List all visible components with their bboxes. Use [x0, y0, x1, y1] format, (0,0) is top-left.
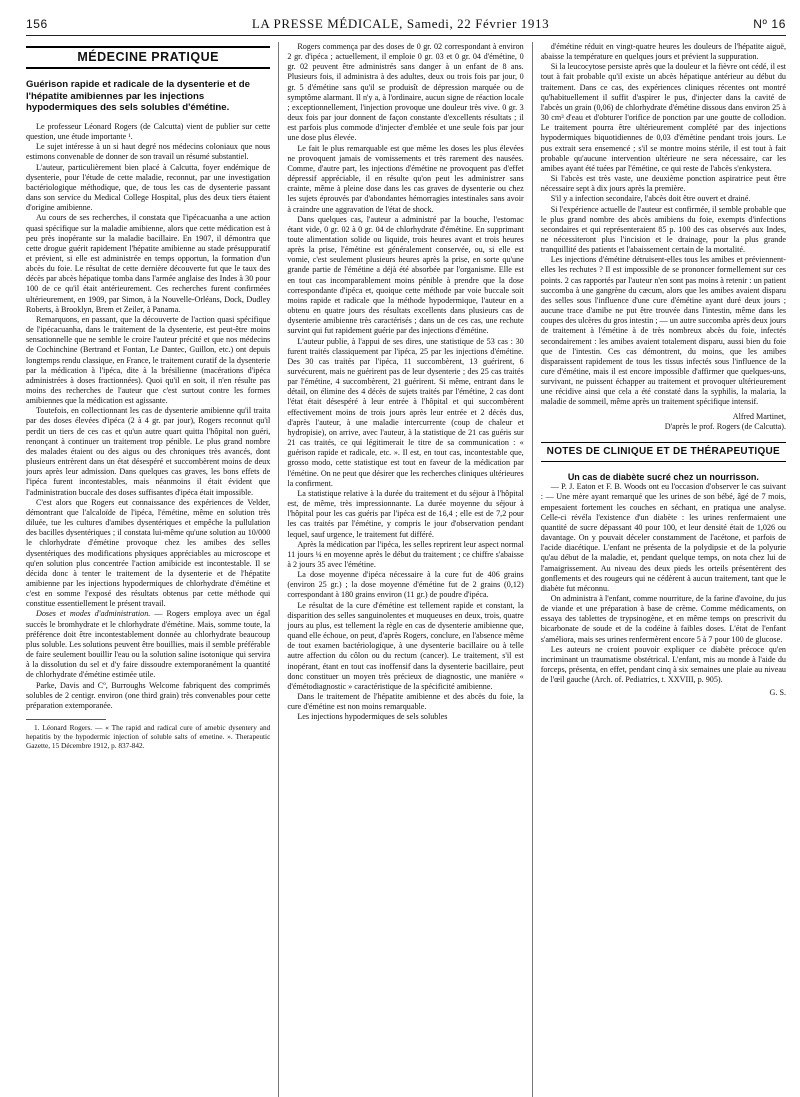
footnote-rule	[26, 719, 106, 720]
paragraph: Dans le traitement de l'hépatite amibienne et des abcès du foie, la cure d'émétine est non moins remarquable.	[287, 692, 524, 712]
footnote	[26, 723, 270, 750]
paragraph: Dans quelques cas, l'auteur a administré par la bouche, l'estomac étant vide, 0 gr. 02 à 0 gr. 04 de chlorhydrate d'émétine. En supprimant toute alimentation solide ou liquide, trois heures avant et trois heures après la prise, l'émétine est généralement conservée, ou, si elle est vomie, c'est seulement plusieurs heures après la prise, en sorte qu'une grande partie de l'émétine a déjà été absorbée par l'organisme. Elle est en tout cas incomparablement moins pénible à prendre que la dose correspondante d'ipéca et, quoique cette méthode par voie buccale soit moins rapide et radicale que la méthode hypodermique, l'auteur en a obtenu en quatre jours des résultats excellents dans plusieurs cas de dysenterie amibienne très caractérisés ; dans un de ces cas, une rechute survint qui fut rapidement guérie par des injections d'émétine.	[287, 214, 524, 336]
page-number: 156	[26, 17, 48, 31]
columns	[26, 42, 786, 1097]
column-2	[279, 42, 532, 1097]
journal-title: LA PRESSE MÉDICALE, Samedi, 22 Février 1913	[251, 16, 550, 31]
column-3	[533, 42, 786, 1097]
paragraph: Si la leucocytose persiste après que la douleur et la fièvre ont cédé, il est tout à fait probable qu'il existe un abcès hépatique antérieur au début du traitement. Dans ce cas, des expériences cliniques récentes ont montré qu'habituellement il suffit d'aspirer le pus, d'injecter dans la cavité de l'abcès un grain (0,06) de chlorhydrate d'émétine dissous dans environ 25 à 30 cm³ d'eau et d'obturer l'orifice de ponction par une goutte de collodion. Le traitement pourra être ultérieurement complété par des injections hypodermiques biquotidiennes de 0,03 d'émétine pendant trois jours. Le pus extrait sera ensemencé ; s'il se montre moins stérile, il est tout à fait probable qu'aucune intervention ultérieure ne sera nécessaire, car les amibes ayant été tuées par l'émétine, ce qui reste de l'abcès s'enkystera.	[540, 62, 786, 173]
paragraph: Parke, Davis and Cº, Burroughs Welcome fabriquent des comprimés solubles de 2 centigr. environ (one third grain) très convenables pour cette préparation extemporanée.	[26, 680, 271, 710]
author-source: D'après le prof. Rogers (de Calcutta).	[664, 421, 786, 431]
paragraph: Après la médication par l'ipéca, les selles reprirent leur aspect normal 11 jours ¼ en moyenne après le début du traitement ; ce chiffre s'abaisse à 2 jours 35 avec l'émétine.	[287, 539, 524, 569]
footnote-text: 1. Léonard Rogers. — « The rapid and radical cure of amebic dysentery and hepatitis by the hypodermic injection of soluble salts of emetine. ». Therapeutic Gazette, 15 Décembre 1912, p. 837-842.	[26, 723, 271, 750]
case-signature: G. S.	[769, 688, 786, 698]
doses-text: — Rogers employa avec un égal succès le bromhydrate et le chlorhydrate d'émétine. Mais, somme toute, la préférence doit être incontestablement donnée au chlorhydrate beaucoup plus soluble. Les solutions peuvent être bouillies, mais il semble préférable de faire seulement bouillir l'eau ou la solution saline isotonique qui servira à la dissolution du sel et d'y faire dissoudre extemporanément la quantité de chlorhydrate d'émétine estimée utile.	[26, 609, 271, 680]
paragraph: Le résultat de la cure d'émétine est tellement rapide et constant, la disparition des selles sanguinolentes et muqueuses en deux, trois, quatre jours au plus, est tellement la règle en cas de dysenterie amibienne que, quand elle échoue, on peut, d'après Rogers, conclure, en l'absence même de tout examen bactériologique, à une dysenterie bacillaire ou à telle autre affection du côlon ou du rectum (cancer). Le traitement, s'il est inopérant, étant en tout cas inoffensif dans la dysenterie bacillaire, peut donc constituer un moyen très précieux de diagnostic, une manière « d'émétodiagnostic » caractéristique de la spécificité amibienne.	[287, 600, 524, 691]
paragraph: On administra à l'enfant, comme nourriture, de la farine d'avoine, du jus de viande et une préparation à base de crème. Comme médicaments, on essaya des tablettes de trypsinogène, et en même temps on prescrivit du bicarbonate de soude et de la codéine à faibles doses. L'état de l'enfant s'améliora, mais ses urines renfermèrent encore 5 à 7 pour 100 de glucose.	[540, 593, 786, 644]
paragraph: La dose moyenne d'ipéca nécessaire à la cure fut de 406 grains (environ 25 gr.) ; la dose moyenne d'émétine fut de 2 grains (0,12) correspondant à 180 grains environ (11 gr.) de poudre d'ipéca.	[287, 570, 524, 600]
column-1	[26, 42, 279, 1097]
paragraph: Les auteurs ne croient pouvoir expliquer ce diabète précoce qu'en incriminant un traumatisme obstétrical. L'enfant, mis au monde à l'aide du forceps, présenta, en effet, pendant cinq à six semaines une plaie au niveau de l'œil gauche (Arch. of. Pediatrics, t. XXVIII, p. 905).	[540, 644, 786, 685]
paragraph: d'émétine réduit en vingt-quatre heures les douleurs de l'hépatite aiguë, abaisse la température en quelques jours et prévient la suppuration.	[540, 42, 786, 62]
author-name: Alfred Martinet,	[732, 411, 786, 421]
paragraph: Si l'expérience actuelle de l'auteur est confirmée, il semble probable que le plus grand nombre des abcès amibiens du foie, exempts d'infections secondaires et qui représenteraient 85 p. 100 des cas observés aux Indes, ne nécessiteront plus l'incision et le drainage, pour la plus grande tranquillité des patients et l'abaissement certain de la mortalité.	[540, 204, 786, 255]
paragraph: Le fait le plus remarquable est que même les doses les plus élevées ne provoquent jamais de vomissements et très rarement des nausées. Comme, d'autre part, les injections d'émétine ne provoquent pas d'effet dépressif appréciable, il en résulte qu'on peut les administrer sans crainte, même à pleine dose dans les cas graves de dysenterie ou chez les sujets éprouvés par d'abondantes hémorragies intestinales sans avoir à craindre une aggravation de l'état de shock.	[287, 143, 524, 214]
paragraph: C'est alors que Rogers eut connaissance des expériences de Velder, démontrant que l'alcaloïde de l'ipéca, l'émétine, même en solution très diluée, tue les cultures d'amibes dysentériques et empêche la pullulation des bacilles dysentériques ; il constata lui-même qu'une solution au 10/000 le chlorhydrate d'émétine provoque chez les amibes des selles dysentériques des modifications physiques appréciables au microscope et qu'en solution plus concentrée l'action amibicide est incontestable. Il se décida donc à tenter le traitement de la dysenterie et de l'hépatite amibienne par les injections hypodermiques de chlorhydrate d'émétine et c'est en somme l'exposé des résultats obtenus par cette méthode qui constitue essentiellement le présent travail.	[26, 497, 271, 609]
running-header	[26, 16, 786, 32]
paragraph: La statistique relative à la durée du traitement et du séjour à l'hôpital est, de même, très impressionnante. La durée moyenne du séjour à l'hôpital pour les cas guéris par l'ipéca est de 16,4 ; elle est de 7,2 pour les cas traités par l'émétine, y compris le jour d'observation pendant lequel, sauf urgence, le traitement fut différé.	[287, 488, 524, 539]
paragraph: Les injections d'émétine détruisent-elles tous les amibes et préviennent-elles les rechutes ? Il est impossible de se prononcer formellement sur ces points. 2 cas rapportés par l'auteur n'en sont pas moins à retenir : un patient succomba à une gangrène du cæcum, alors que les amibes avaient disparu des selles sous l'influence d'une cure d'émétine ayant duré deux jours ; aucune trace d'amibe ne put être trouvée dans l'intestin, même dans les coupes des ulcères du gros intestin ; — un autre succomba après deux jours de traitement à l'émétine à de très nombreux abcès du foie, infectés secondairement : les amibes avaient totalement disparu, aussi bien du foie que de l'intestin. Ces cas démontrent, du moins, que les amibes disparaissent rapidement de tous les tissus infectés sous l'influence de la cure d'émétine, mais il est encore impossible d'affirmer que quelques-uns, survivant, ne puissent échapper au traitement et provoquer ultérieurement une récidive ainsi que cela a été constaté dans la syphilis, la malaria, la maladie de sommeil, même après un traitement spécifique intensif.	[540, 255, 786, 407]
paragraph: S'il y a infection secondaire, l'abcès doit être ouvert et drainé.	[550, 194, 751, 204]
article-signature	[541, 412, 786, 432]
paragraph: Rogers commença par des doses de 0 gr. 02 correspondant à environ 2 gr. d'ipéca ; actuellement, il emploie 0 gr. 03 et 0 gr. 04 d'émétine, 0 gr. 02 peuvent être administrés sans danger à un enfant de 8 ans. Plusieurs fois, il administra à des adultes, deux ou trois fois par jour, 0 gr. 5 d'émétine sans qu'il se produisît de dépression marquée ou de symptôme alarmant. Il n'y a, à l'ordinaire, aucun signe de réaction locale ; exceptionnellement, l'injection provoque une douleur très vive. 0 gr. 3 deux fois par jour donnent de façon constante d'excellents résultats ; il est parfois plus commode d'injecter d'emblée et une seule fois par jour une dose plus élevée.	[287, 42, 524, 143]
issue-number: Nº 16	[753, 17, 786, 31]
doses-paragraph	[26, 609, 270, 680]
paragraph: Toutefois, en collectionnant les cas de dysenterie amibienne qu'il traita par des doses élevées d'ipéca (2 à 4 gr. par jour), Rogers reconnut qu'il perdit un tiers de ces cas et qu'un autre quart quitta l'hôpital non guéri, renonçant à continuer un traitement trop pénible. Le plus grand nombre des malades étaient ou des aigus ou des chroniques très avancés, dont plusieurs entrèrent dans un état désespéré et succombèrent moins de deux jours après leur admission. Dans quelques cas graves, les bons effets de l'ipéca furent incontestables, mais néanmoins il était évident que l'administration buccale des doses suffisantes d'ipéca était impossible.	[26, 406, 271, 497]
header-rule	[26, 35, 786, 36]
paragraph: Remarquons, en passant, que la découverte de l'action quasi spécifique de l'ipécacuanha, dans le traitement de la dysenterie, est peut-être moins sensationnelle que ne semble le croire l'auteur précité et que nos médecins de Cochinchine (Bertrand et Fontan, Le Dantec, Guillon, etc.) ont depuis longtemps rendu classique, en France, le traitement curatif de la dysenterie par la médication à l'ipéca, dite à la brésilienne (macérations d'ipéca administrées à doses fractionnées). Quoi qu'il en soit, il n'en résulte pas moins des recherches de l'auteur que c'est surtout contre les formes amibiennes que la médication est agissante.	[26, 314, 271, 406]
notes-heading: NOTES DE CLINIQUE ET DE THÉRAPEUTIQUE	[541, 442, 786, 462]
paragraph: — P. J. Eaton et F. B. Woods ont eu l'occasion d'observer le cas suivant : — Une mère ayant remarqué que les urines de son bébé, âgé de 7 mois, empesaient fortement les couches en séchant, en pratiqua une analyse. Celle-ci révéla l'existence d'un diabète : les urines renfermaient une quantité de sucre dépassant 40 pour 100, et leur densité était de 1,026 ou davantage. On y pouvait déceler constamment de l'acétone, et parfois de l'acide diacétique. L'enfant ne présenta de la polydipsie et de la polyurie qu'au début de la maladie, et, pendant quelque temps, on nota chez lui de l'amaigrissement. Au niveau des deux pieds les orteils présentèrent des gonflements et des rougeurs qui ne cédèrent à aucun traitement, tant que le diabète fut méconnu.	[540, 482, 786, 593]
section-heading: MÉDECINE PRATIQUE	[26, 46, 270, 69]
subheading: Doses et modes d'administration.	[36, 609, 151, 619]
paragraph: Si l'abcès est très vaste, une deuxième ponction aspiratrice peut être nécessaire sept à dix jours après la première.	[540, 174, 786, 194]
paragraph: Le sujet intéresse à un si haut degré nos médecins coloniaux que nous estimons convenable de donner de son travail un résumé substantiel.	[26, 142, 271, 162]
case-title: Un cas de diabète sucré chez un nourrisson.	[567, 472, 759, 483]
paragraph: Au cours de ses recherches, il constata que l'ipécacuanha a une action quasi spécifique sur la maladie amibienne, alors que cette médication est à peu près inopérante sur la maladie bacillaire. En 1907, il démontra que cette drogue guérit rapidement l'hépatite amibienne au stade présuppuratif et prévient, si elle est administrée en temps opportun, la formation d'un abcès du foie. Le résultat de cette dernière découverte fut que le taux des décès par abcès hépatique tomba dans l'armée anglaise des Indes à 30 pour 100 de ce qu'il était antérieurement. Ces recherches furent confirmées ultérieurement, en 1909, par Simon, à la Nouvelle-Orléans, Dock, Dudley Roberts, à Brooklyn, Brem et Zeiler, à Panama.	[26, 213, 271, 314]
paragraph: Les injections hypodermiques de sels solubles	[297, 712, 448, 722]
article-title: Guérison rapide et radicale de la dysenterie et de l'hépatite amibiennes par les injections hypodermiques des sels solubles d'émétine.	[26, 79, 250, 114]
paragraph: L'auteur publie, à l'appui de ses dires, une statistique de 53 cas : 30 furent traités classiquement par l'ipéca, 25 par les injections d'émétine. Des 30 cas traités par l'ipéca, 11 succombèrent, 13 guérirent, 6 survécurent, mais ne guérirent pas de leur dysenterie ; des 25 cas traités par l'émétine, 4 succombèrent, 21 guérirent. Si même, entrant dans le détail, on élimine des 4 décès de sujets traités par l'émétine, 2 cas dont l'état était désespéré à leur entrée à l'hôpital et qui succombèrent effectivement moins de trois jours après leur entrée et 2 décès dus, d'après l'auteur, à une maladie intercurrente (coup de chaleur et hydropisie), on arrive, avec l'auteur, à la statistique de 21 cas guéris sur 21 cas traités, ce qui légitimerait le titre de sa communication : « guérison rapide et radicale, etc. ». Il est, en tout cas, incontestable que, grosso modo, cette statistique est tout en faveur de la médication par l'émétine. On ne peut que désirer que les recherches cliniques ultérieures la confirment.	[287, 336, 524, 488]
paragraph: Le professeur Léonard Rogers (de Calcutta) vient de publier sur cette question, une étude importante ¹.	[26, 121, 271, 142]
paragraph: L'auteur, particulièrement bien placé à Calcutta, foyer endémique de dysenterie, pour l'étude de cette maladie, reconnut, par une investigation bactériologique méthodique, que, de tous les cas de dysenterie passant dans son service du Medical College Hospital, plus des deux tiers étaient d'origine amibienne.	[26, 162, 271, 213]
